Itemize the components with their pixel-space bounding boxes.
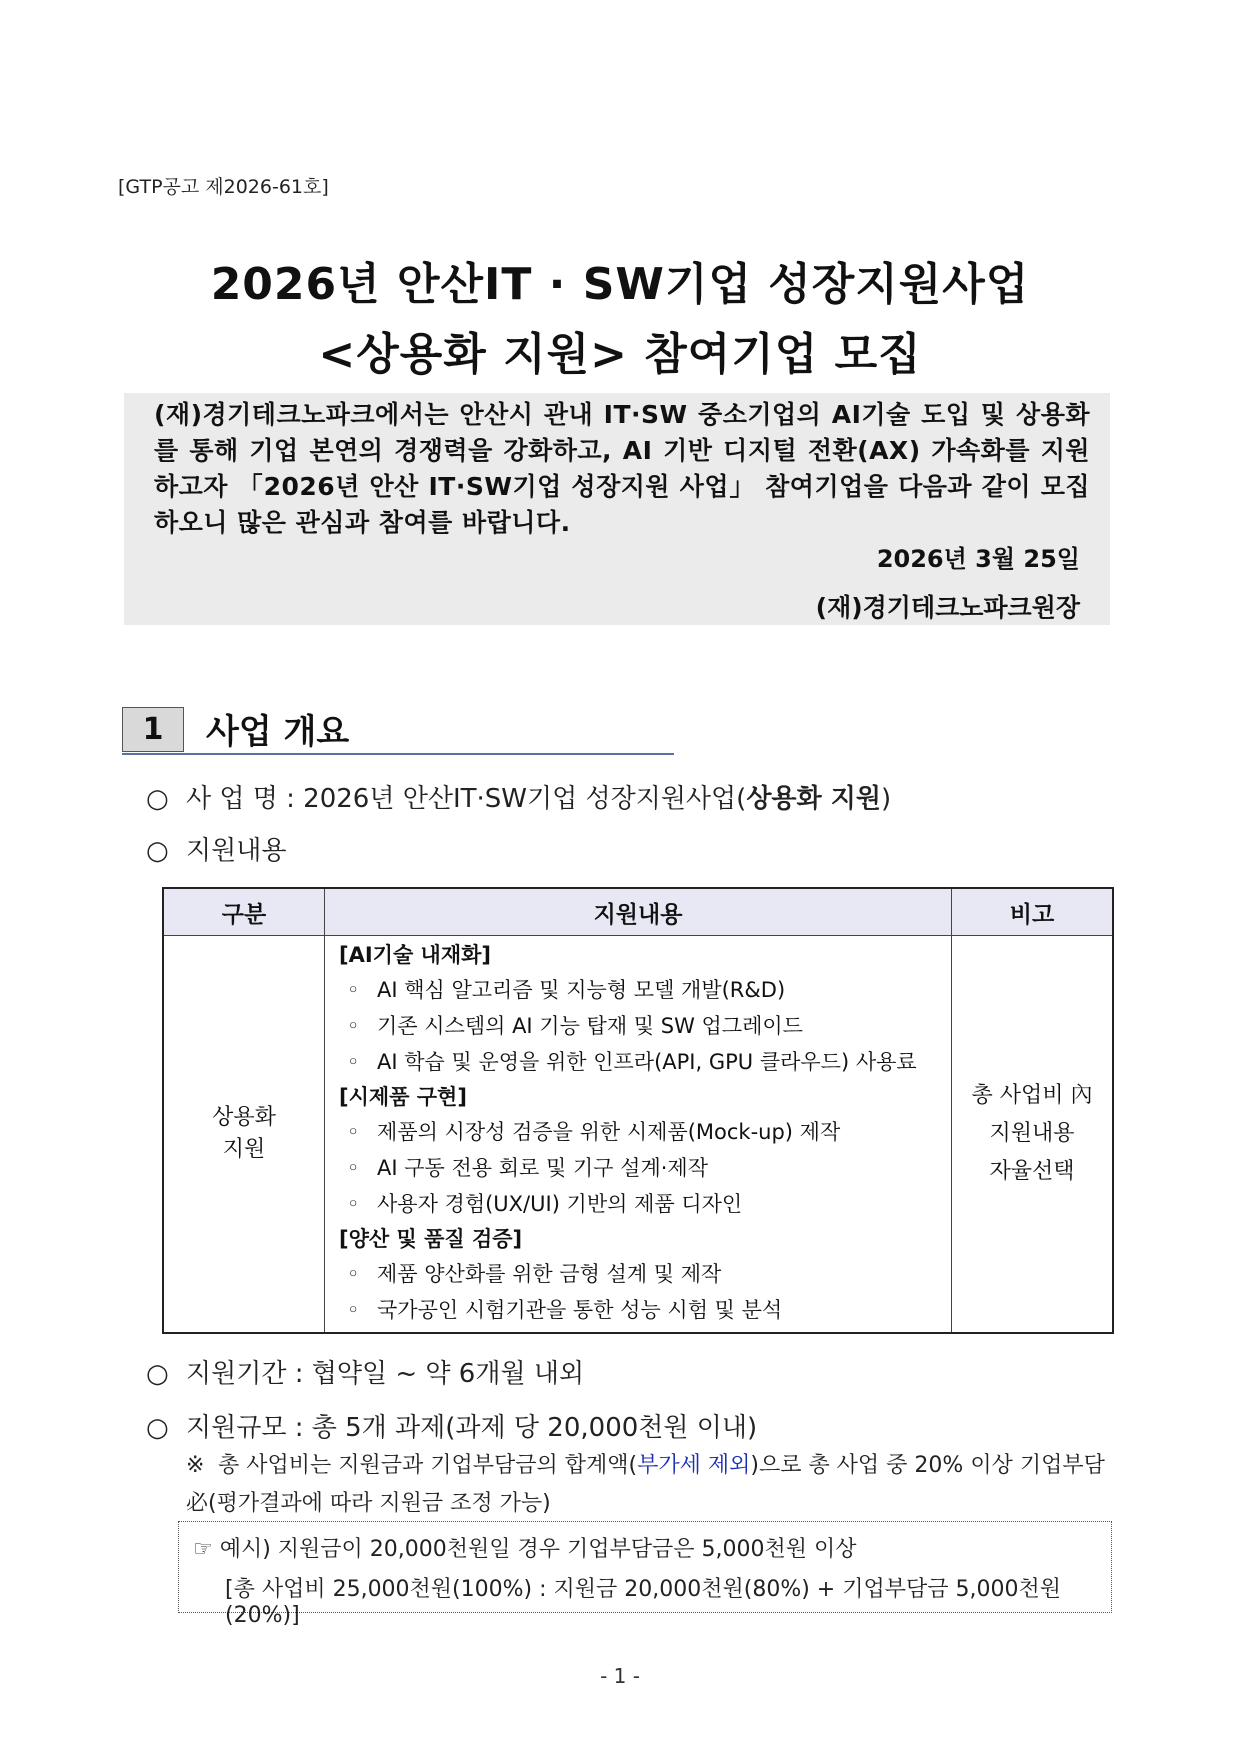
small-circle-bullet-icon: ◦ bbox=[347, 1014, 360, 1038]
list-item: ◦ 제품 양산화를 위한 금형 설계 및 제작 bbox=[339, 1256, 941, 1292]
cost-note-highlight: 부가세 제외 bbox=[637, 1453, 751, 1478]
example-box bbox=[178, 1521, 1112, 1628]
list-item: ◦ AI 구동 전용 회로 및 기구 설계·제작 bbox=[339, 1150, 941, 1186]
header-category: 구분 bbox=[163, 888, 325, 936]
small-circle-bullet-icon: ◦ bbox=[347, 978, 360, 1002]
support-content-row bbox=[146, 830, 286, 867]
list-item: ◦ AI 학습 및 운영을 위한 인프라(API, GPU 클라우드) 사용료 bbox=[339, 1044, 941, 1080]
group-title: [시제품 구현] bbox=[339, 1085, 467, 1109]
notice-number: [GTP공고 제2026-61호] bbox=[118, 176, 329, 198]
small-circle-bullet-icon: ◦ bbox=[347, 1120, 360, 1144]
support-period-row bbox=[146, 1353, 584, 1390]
group-title: [양산 및 품질 검증] bbox=[339, 1227, 523, 1251]
list-item: ◦ AI 핵심 알고리즘 및 지능형 모델 개발(R&D) bbox=[339, 972, 941, 1008]
cost-note-part2: )으로 총 사업 중 20% 이상 기업부담 必(평가결과에 따라 지원금 조정 가능) bbox=[186, 1453, 1105, 1516]
cost-note-part1: 총 사업비는 지원금과 기업부담금의 합계액( bbox=[218, 1453, 638, 1478]
category-line: 상용화 bbox=[212, 1105, 276, 1130]
circle-bullet-icon: ○ bbox=[146, 784, 169, 814]
intro-organization: (재)경기테크노파크원장 bbox=[815, 593, 1080, 622]
example-line: [총 사업비 25,000천원(100%) : 지원금 20,000천원(80%) + 기업부담금 5,000천원(20%)] bbox=[225, 1577, 1061, 1628]
small-circle-bullet-icon: ◦ bbox=[347, 1262, 360, 1286]
small-circle-bullet-icon: ◦ bbox=[347, 1156, 360, 1180]
list-item: ◦ 제품의 시장성 검증을 위한 시제품(Mock-up) 제작 bbox=[339, 1114, 941, 1150]
table-row bbox=[163, 936, 1113, 1334]
project-name-label: 사 업 명 : 2026년 안산IT·SW기업 성장지원사업( bbox=[186, 784, 747, 814]
note-line: 지원내용 bbox=[989, 1121, 1075, 1146]
project-name-end: ) bbox=[880, 784, 892, 814]
support-period: 지원기간 : 협약일 ~ 약 6개월 내외 bbox=[186, 1359, 585, 1389]
section-number: 1 bbox=[122, 707, 184, 752]
list-item: ◦ 기존 시스템의 AI 기능 탑재 및 SW 업그레이드 bbox=[339, 1008, 941, 1044]
reference-mark-icon: ※ bbox=[186, 1453, 205, 1478]
small-circle-bullet-icon: ◦ bbox=[347, 1298, 360, 1322]
intro-date: 2026년 3월 25일 bbox=[876, 545, 1080, 573]
intro-text: (재)경기테크노파크에서는 안산시 관내 IT·SW 중소기업의 AI기술 도입 및 상용화를 통해 기업 본연의 경쟁력을 강화하고, AI 기반 디지털 전환(AX) 가속화를 지원하고자 「2026년 안산 IT·SW기업 성장지원 사업」 참여기업을 다음과 같이 모집하오니 많은 관심과 참여를 바랍니다. bbox=[154, 400, 1090, 537]
list-item: ◦ 사용자 경험(UX/UI) 기반의 제품 디자인 bbox=[339, 1186, 941, 1222]
circle-bullet-icon: ○ bbox=[146, 1359, 169, 1389]
header-content: 지원내용 bbox=[325, 888, 952, 936]
support-scale: 지원규모 : 총 5개 과제(과제 당 20,000천원 이내) bbox=[186, 1413, 758, 1443]
content-cell bbox=[325, 936, 952, 1334]
group-title: [AI기술 내재화] bbox=[339, 943, 492, 967]
intro-box bbox=[124, 393, 1110, 625]
table-header-row bbox=[163, 888, 1113, 936]
circle-bullet-icon: ○ bbox=[146, 1413, 169, 1443]
section-underline bbox=[122, 753, 674, 755]
note-cell bbox=[952, 936, 1114, 1334]
list-item: ◦ 국가공인 시험기관을 통한 성능 시험 및 분석 bbox=[339, 1292, 941, 1328]
header-note: 비고 bbox=[952, 888, 1114, 936]
circle-bullet-icon: ○ bbox=[146, 836, 169, 866]
page-title: 2026년 안산IT · SW기업 성장지원사업 bbox=[210, 259, 1030, 310]
small-circle-bullet-icon: ◦ bbox=[347, 1192, 360, 1216]
note-line: 자율선택 bbox=[989, 1159, 1075, 1184]
example-line: ☞ 예시) 지원금이 20,000천원일 경우 기업부담금은 5,000천원 이상 bbox=[193, 1537, 857, 1562]
category-line: 지원 bbox=[222, 1137, 266, 1162]
support-table bbox=[162, 887, 1114, 1334]
project-name-row bbox=[146, 778, 891, 815]
category-cell bbox=[163, 936, 325, 1334]
section-title: 사업 개요 bbox=[206, 712, 350, 752]
support-content-label: 지원내용 bbox=[186, 836, 287, 866]
support-scale-row bbox=[146, 1407, 757, 1444]
page-number: - 1 - bbox=[600, 1664, 640, 1688]
cost-note bbox=[186, 1447, 1118, 1523]
note-line: 총 사업비 內 bbox=[971, 1083, 1093, 1108]
page-subtitle: <상용화 지원> 참여기업 모집 bbox=[318, 329, 922, 380]
project-name-bold: 상용화 지원 bbox=[746, 784, 881, 814]
small-circle-bullet-icon: ◦ bbox=[347, 1050, 360, 1074]
